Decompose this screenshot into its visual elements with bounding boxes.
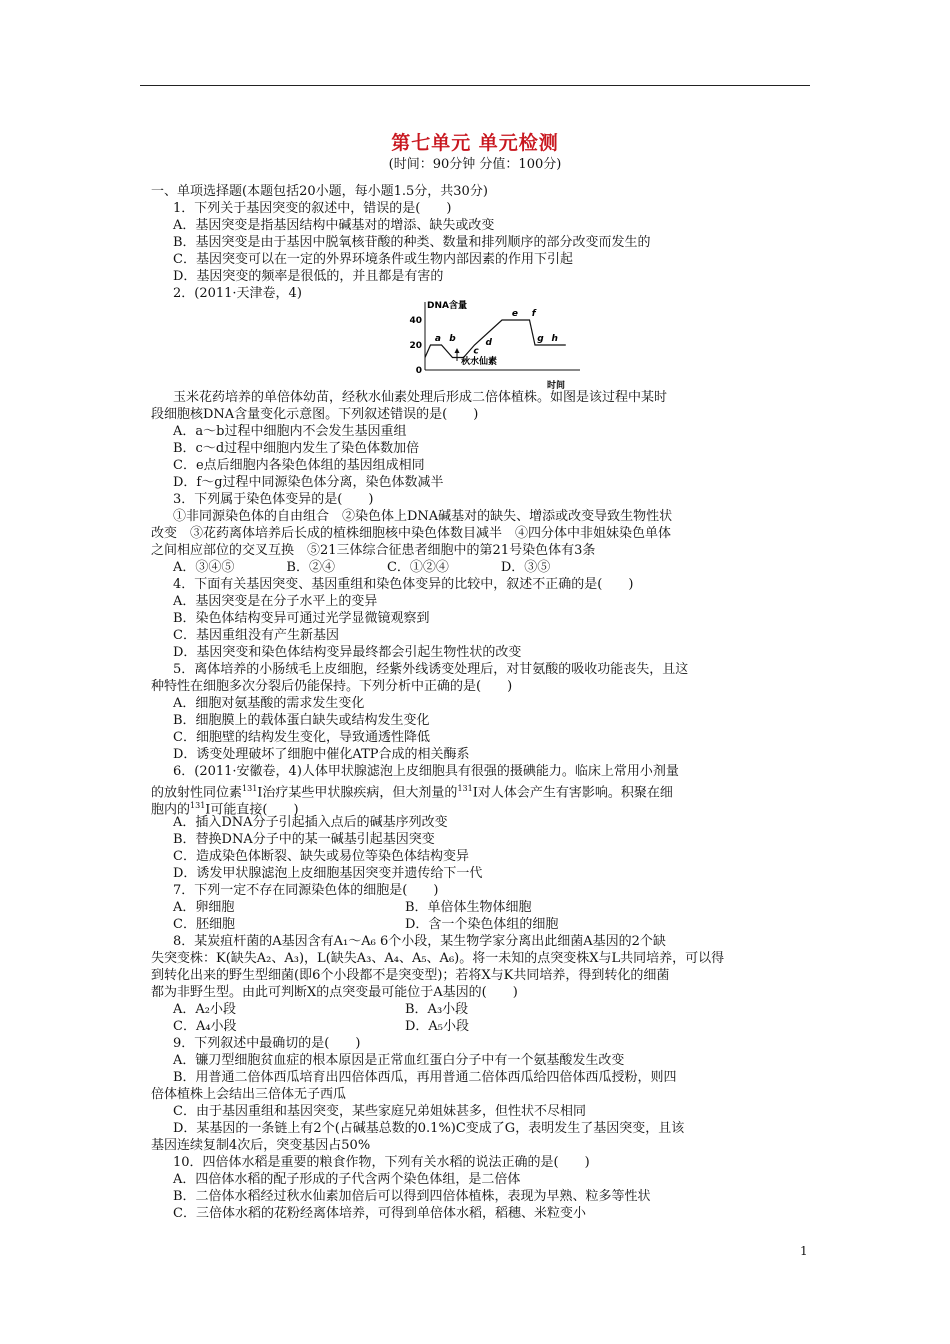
q4-stem: 4．下面有关基因突变、基因重组和染色体变异的比较中，叙述不正确的是( ) [173, 577, 634, 592]
chart-point-label-a: a [434, 334, 441, 344]
q7-options-ab [151, 899, 813, 916]
q2-option-a: A．a～b过程中细胞内不会发生基因重组 [173, 424, 407, 439]
chart-point-label-e: e [511, 309, 519, 319]
chart-xlabel: 时间 [547, 381, 566, 390]
q9-option-c: C．由于基因重组和基因突变，某些家庭兄弟姐妹甚多，但性状不尽相同 [173, 1104, 586, 1119]
q8-line4: 都为非野生型。由此可判断X的点突变最可能位于A基因的( ) [151, 985, 518, 1000]
q2-option-d: D．f～g过程中同源染色体分离，染色体数减半 [173, 475, 444, 490]
q6-option-c: C．造成染色体断裂、缺失或易位等染色体结构变异 [173, 849, 469, 864]
chart-point-label-d: d [485, 337, 492, 348]
q5-option-a: A．细胞对氨基酸的需求发生变化 [173, 696, 365, 711]
q8-option-c: C．A₄小段 [173, 1019, 237, 1034]
q5-option-b: B．细胞膜上的载体蛋白缺失或结构发生变化 [173, 713, 430, 728]
q5-stem-line1: 5．离体培养的小肠绒毛上皮细胞，经紫外线诱变处理后，对甘氨酸的吸收功能丧失，且这 [173, 662, 689, 677]
q9-option-b-line1: B．用普通二倍体西瓜培育出四倍体西瓜，再用普通二倍体西瓜给四倍体西瓜授粉，则四 [173, 1070, 677, 1085]
dna-content-chart [405, 298, 585, 390]
q3-line3: 之间相应部位的交叉互换 ⑤21三体综合征患者细胞中的第21号染色体有3条 [151, 543, 596, 558]
q3-line2: 改变 ③花药离体培养后长成的植株细胞核中染色体数目减半 ④四分体中非姐妹染色单体 [151, 526, 672, 541]
q5-option-d: D．诱变处理破坏了细胞中催化ATP合成的相关酶系 [173, 747, 470, 762]
header-rule [140, 85, 810, 86]
q1-option-a: A．基因突变是指基因结构中碱基对的增添、缺失或改变 [173, 218, 495, 233]
q9-option-d-line1: D．某基因的一条链上有2个(占碱基总数的0.1%)C变成了G，表明发生了基因突变，且该 [173, 1121, 685, 1136]
q1-option-b: B．基因突变是由于基因中脱氧核苷酸的种类、数量和排列顺序的部分改变而发生的 [173, 235, 651, 250]
chart-point-label-g: g [537, 334, 544, 344]
q3-stem: 3．下列属于染色体变异的是( ) [173, 492, 374, 507]
q1-option-c: C．基因突变可以在一定的外界环境条件或生物内部因素的作用下引起 [173, 252, 573, 267]
q8-option-d: D．A₅小段 [405, 1019, 470, 1034]
section-1 [151, 183, 813, 302]
section-2 [151, 389, 813, 1222]
q2-source: 2．(2011·天津卷，4) [173, 286, 302, 301]
q7-stem: 7．下列一定不存在同源染色体的细胞是( ) [173, 883, 439, 898]
chart-point-label-c: c [473, 346, 479, 357]
chart-y-tick: 0 [415, 366, 422, 376]
page-subtitle: (时间：90分钟 分值：100分) [388, 157, 562, 172]
q10-option-c: C．三倍体水稻的花粉经离体培养，可得到单倍体水稻，稻穗、米粒变小 [173, 1206, 586, 1221]
q9-option-a: A．镰刀型细胞贫血症的根本原因是正常血红蛋白分子中有一个氨基酸发生改变 [173, 1053, 625, 1068]
section-heading: 一、单项选择题(本题包括20小题，每小题1.5分，共30分) [151, 184, 488, 199]
q4-option-a: A．基因突变是在分子水平上的变异 [173, 594, 378, 609]
q8-option-b: B．A₃小段 [405, 1002, 469, 1017]
chart-annotation: 秋水仙素 [461, 357, 498, 367]
q1-stem: 1．下列关于基因突变的叙述中，错误的是( ) [173, 201, 452, 216]
q5-stem-line2: 种特性在细胞多次分裂后仍能保持。下列分析中正确的是( ) [151, 679, 513, 694]
chart-point-label-h: h [551, 334, 558, 344]
q5-option-c: C．细胞壁的结构发生变化，导致通透性降低 [173, 730, 430, 745]
chart-y-tick: 20 [409, 341, 422, 351]
q10-option-b: B．二倍体水稻经过秋水仙素加倍后可以得到四倍体植株，表现为早熟、粒多等性状 [173, 1189, 651, 1204]
q4-option-d: D．基因突变和染色体结构变异最终都会引起生物性状的改变 [173, 645, 522, 660]
q4-option-c: C．基因重组没有产生新基因 [173, 628, 339, 643]
q10-option-a: A．四倍体水稻的配子形成的子代含两个染色体组，是二倍体 [173, 1172, 521, 1187]
q6-line1: 6．(2011·安徽卷，4)人体甲状腺滤泡上皮细胞具有很强的摄碘能力。临床上常用小剂量 [173, 764, 679, 779]
q7-option-d: D．含一个染色体组的细胞 [405, 917, 559, 932]
q3-options: A．③④⑤ B．②④ C．①②④ D．③⑤ [173, 560, 551, 575]
q7-options-cd [151, 916, 813, 933]
q6-option-d: D．诱发甲状腺滤泡上皮细胞基因突变并遗传给下一代 [173, 866, 483, 881]
q8-options-cd [151, 1018, 813, 1035]
chart-y-tick: 40 [409, 316, 422, 326]
dna-content-series-line [425, 320, 566, 358]
q6-option-b: B．替换DNA分子中的某一碱基引起基因突变 [173, 832, 435, 847]
q2-stem-line2: 段细胞核DNA含量变化示意图。下列叙述错误的是( ) [151, 407, 479, 422]
q1-option-d: D．基因突变的频率是很低的，并且都是有害的 [173, 269, 444, 284]
q9-option-b-line2: 倍体植株上会结出三倍体无子西瓜 [151, 1087, 347, 1102]
q8-options-ab [151, 1001, 813, 1018]
q7-option-c: C．胚细胞 [173, 917, 235, 932]
chart-ylabel: DNA含量 [427, 301, 467, 311]
q2-option-b: B．c～d过程中细胞内发生了染色体数加倍 [173, 441, 420, 456]
colchicine-arrowhead [455, 348, 460, 353]
q7-option-a: A．卵细胞 [173, 900, 235, 915]
chart-point-label-b: b [449, 334, 456, 344]
q8-option-a: A．A₂小段 [173, 1002, 236, 1017]
q9-option-d-line2: 基因连续复制4次后，突变基因占50% [151, 1138, 371, 1153]
q8-line2: 失突变株：K(缺失A₂、A₃)，L(缺失A₃、A₄、A₅、A₆)。将一未知的点突变株X与L共同培养，可以得 [151, 951, 725, 966]
q6-line2: 的放射性同位素$^{131}$I治疗某些甲状腺疾病，但大剂量的$^{131}$I对人体会产生有害影响。积聚在细 [151, 784, 673, 801]
q3-line1: ①非同源染色体的自由组合 ②染色体上DNA碱基对的缺失、增添或改变导致生物性状 [173, 509, 673, 524]
q10-stem: 10．四倍体水稻是重要的粮食作物，下列有关水稻的说法正确的是( ) [173, 1155, 590, 1170]
q2-option-c: C．e点后细胞内各染色体组的基因组成相同 [173, 458, 425, 473]
q6-option-a: A．插入DNA分子引起插入点后的碱基序列改变 [173, 815, 448, 830]
q8-line1: 8．某炭疽杆菌的A基因含有A₁～A₆ 6个小段，某生物学家分离出此细菌A基因的2个缺 [173, 934, 666, 949]
page-title: 第七单元 单元检测 [391, 132, 559, 154]
q8-line3: 到转化出来的野生型细菌(即6个小段都不是突变型)；若将X与K共同培养，得到转化的细菌 [151, 968, 670, 983]
page-number: 1 [800, 1244, 808, 1258]
q9-stem: 9．下列叙述中最确切的是( ) [173, 1036, 361, 1051]
chart-point-label-f: f [531, 309, 536, 319]
q2-stem-line1: 玉米花药培养的单倍体幼苗，经秋水仙素处理后形成二倍体植株。如图是该过程中某时 [173, 390, 668, 405]
q7-option-b: B．单倍体生物体细胞 [405, 900, 532, 915]
q6-line3: 胞内的$^{131}$I可能直接( ) [151, 801, 299, 818]
q4-option-b: B．染色体结构变异可通过光学显微镜观察到 [173, 611, 430, 626]
